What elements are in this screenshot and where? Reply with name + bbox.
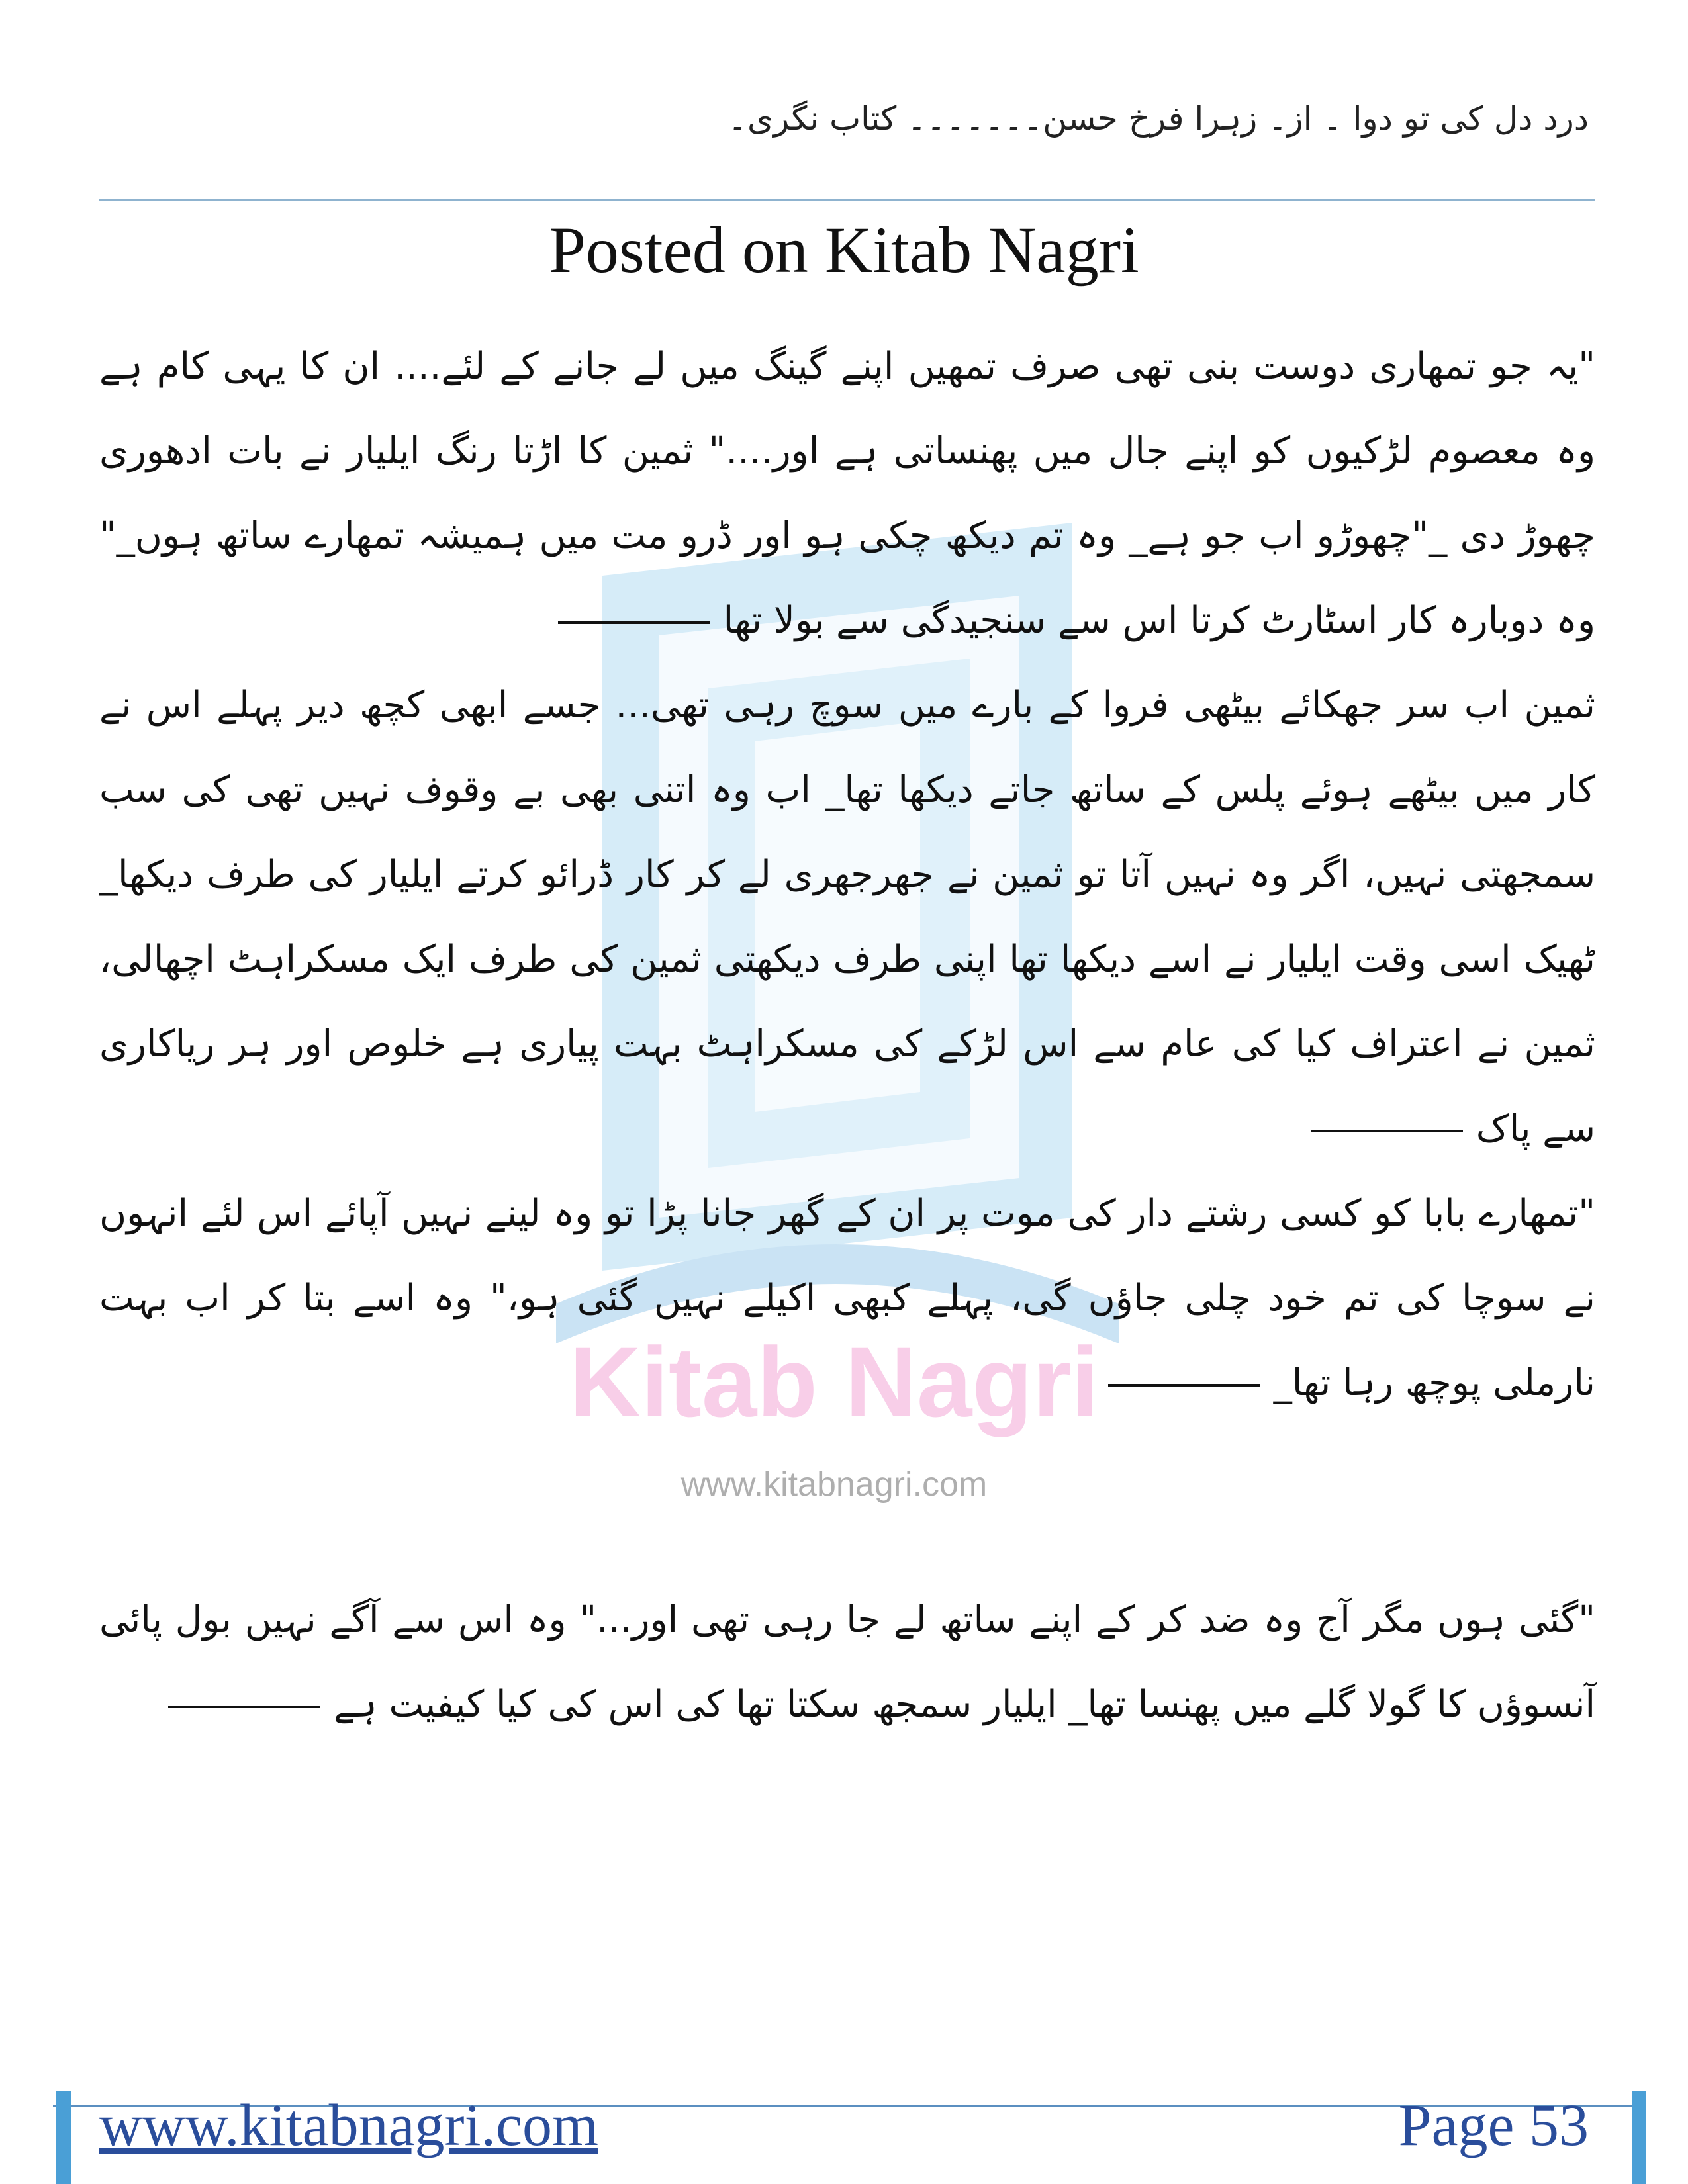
paragraph-end-rule: [1311, 1130, 1463, 1132]
paragraph-1-text: "یہ جو تمھاری دوست بنی تھی صرف تمھیں اپنے گینگ میں لے جانے کے لئے.... ان کا یہی کام ہے وہ معصوم لڑکیوں کو اپنے جال میں پھنساتی ہے اور...." ثمین کا اڑتا رنگ ایلیار نے بات ادھوری چھوڑ دی _"چھوڑو اب جو ہے_ وہ تم دیکھ چکی ہو اور ڈرو مت میں ہمیشہ تمھارے ساتھ ہوں_" وہ دوبارہ کار اسٹارٹ کرتا اس سے سنجیدگی سے بولا تھا: [99, 345, 1595, 642]
paragraph-end-rule: [1108, 1384, 1260, 1387]
posted-on-heading: Posted on Kitab Nagri: [549, 213, 1139, 287]
paragraph-end-rule: [168, 1706, 320, 1708]
paragraph-3: [99, 1171, 1595, 1426]
paragraph-end-rule: [558, 621, 710, 624]
running-header: درد دل کی تو دوا ۔ از۔ زہرا فرخ حسن۔۔۔۔۔۔۔ کتاب نگری۔: [727, 99, 1589, 138]
paragraph-4-text: "گئی ہوں مگر آج وہ ضد کر کے اپنے ساتھ لے جا رہی تھی اور..." وہ اس سے آگے نہیں بول پائی آنسوؤں کا گولا گلے میں پھنسا تھا_ ایلیار سمجھ سکتا تھا کی اس کی کیا کیفیت ہے: [99, 1598, 1595, 1726]
watermark-url: www.kitabnagri.com: [680, 1465, 988, 1504]
paragraph-4: [99, 1578, 1595, 1747]
paragraph-2: [99, 663, 1595, 1171]
footer-bar-left: [56, 2091, 71, 2184]
footer-website-link[interactable]: www.kitabnagri.com: [99, 2093, 598, 2158]
paragraph-2-text: ثمین اب سر جھکائے بیٹھی فروا کے بارے میں سوچ رہی تھی... جسے ابھی کچھ دیر پہلے اس نے کار میں بیٹھے ہوئے پلس کے ساتھ جاتے دیکھا تھا_ اب وہ اتنی بھی بے وقوف نہیں تھی کی سب سمجھتی نہیں، اگر وہ نہیں آتا تو ثمین نے جھرجھری لے کر کار ڈرائو کرتے ایلیار کی طرف دیکھا_ ٹھیک اسی وقت ایلیار نے اسے دیکھا تھا اپنی طرف دیکھتی ثمین کی طرف ایک مسکراہٹ اچھالی، ثمین نے اعتراف کیا کی عام سے اس لڑکے کی مسکراہٹ بہت پیاری ہے خلوص اور ہر ریاکاری سے پاک: [99, 684, 1595, 1150]
watermark-brand: Kitab Nagri: [569, 1326, 1100, 1437]
footer-bar-right: [1632, 2091, 1646, 2184]
chapter-body: [99, 324, 1595, 1747]
paragraph-1: [99, 324, 1595, 663]
paragraph-3-text: "تمھارے بابا کو کسی رشتے دار کی موت پر ان کے گھر جانا پڑا تو وہ لینے نہیں آپائے اس لئے انہوں نے سوچا کی تم خود چلی جاؤں گی، پہلے کبھی اکیلے نہیں گئی ہو،" وہ اسے بتا کر اب بہت نارملی پوچھ رہا تھا_: [99, 1192, 1595, 1404]
page-number: Page 53: [1398, 2093, 1589, 2158]
header-divider: [99, 199, 1595, 201]
